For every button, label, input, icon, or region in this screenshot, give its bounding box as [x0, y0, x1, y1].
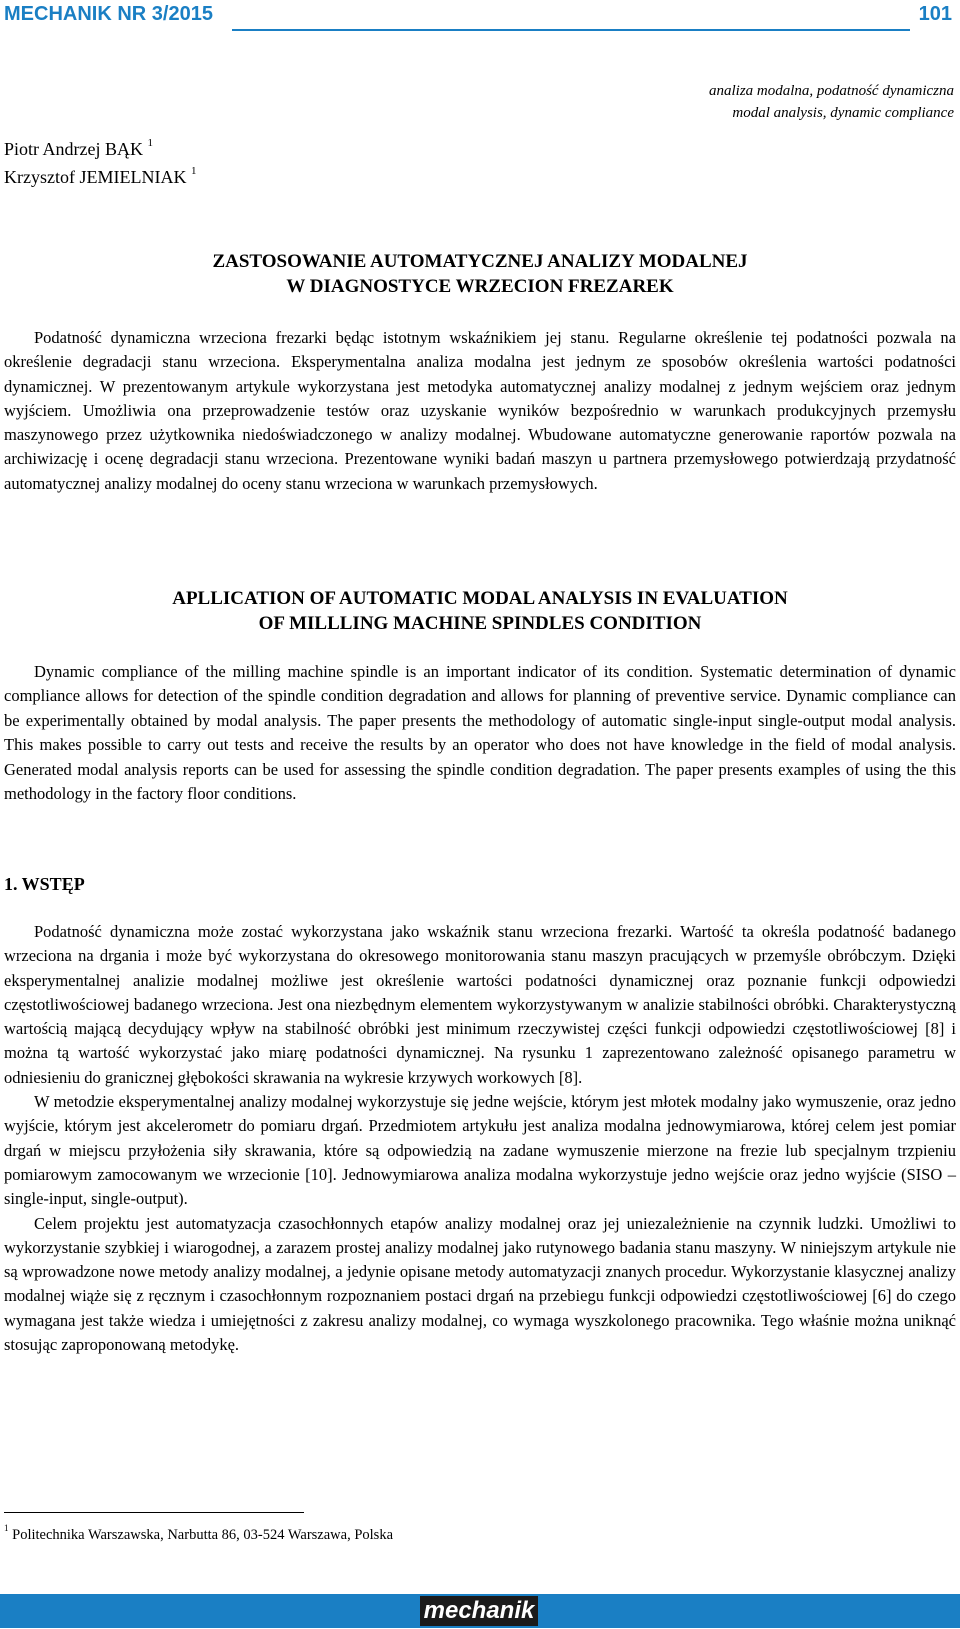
abstract-text: Dynamic compliance of the milling machine spindle is an important indicator of its condition. Systematic determination of dynamic compliance allows for detection of the spindle condition degradation and allows for planning of preventive service. Dynamic compliance can be experimentally obtained by modal analysis. The paper presents the methodology of automatic single-input single-output modal analysis. This makes possible to carry out tests and receive the results by an operator who does not have knowledge in the field of modal analysis. Generated modal analysis reports can be used for assessing the spindle condition degradation. The paper presents examples of using the this methodology in the factory floor conditions.: [4, 662, 956, 804]
keywords: [709, 80, 954, 124]
footnote-rule: [4, 1512, 304, 1513]
footnote-mark: 1: [4, 1523, 9, 1533]
title-line: APLLICATION OF AUTOMATIC MODAL ANALYSIS IN EVALUATION: [172, 588, 788, 609]
author: [4, 133, 196, 161]
footnote-text: Politechnika Warszawska, Narbutta 86, 03-524 Warszawa, Polska: [12, 1526, 394, 1543]
title-polish: [0, 249, 960, 299]
title-line: OF MILLLING MACHINE SPINDLES CONDITION: [258, 613, 702, 634]
author-list: [4, 133, 196, 189]
author-name: Piotr Andrzej BĄK: [4, 139, 143, 159]
abstract-polish: [4, 326, 956, 496]
title-line: ZASTOSOWANIE AUTOMATYCZNEJ ANALIZY MODALNEJ: [212, 251, 748, 272]
body-paragraph: W metodzie eksperymentalnej analizy modalnej wykorzystuje się jedne wejście, którym jest młotek modalny jako wymuszenie, oraz jedno wyjście, którym jest akcelerometr do pomiaru drgań. Przedmiotem artykułu jest analiza modalna jednowymiarowa, której celem jest pomiar drgań w miejscu przyłożenia siły skrawania, które są odpowiedzią na zadane wymuszenie mierzone na frezie lub specjalnym trzpieniu pomiarowym zamocowanym we wrzecionie [10]. Jednowymiarowa analiza modalna wykorzystuje jedno wejście oraz jedno wyjście (SISO – single-input, single-output).: [4, 1092, 956, 1209]
journal-issue: MECHANIK NR 3/2015: [4, 3, 213, 25]
keywords-pl: analiza modalna, podatność dynamiczna: [709, 83, 954, 99]
title-english: [0, 586, 960, 636]
page-header: [0, 0, 960, 36]
keywords-en: modal analysis, dynamic compliance: [732, 105, 954, 121]
body-paragraph: Celem projektu jest automatyzacja czasochłonnych etapów analizy modalnej oraz jej uniezależnienie na czynnik ludzki. Umożliwi to wykorzystanie szybkiej i wiarogodnej, a zarazem prostej analizy modalnej jako rutynowego badania stanu maszyny. W niniejszym artykule nie są wprowadzone nowe metody analizy modalnej, a jedynie opisane metody automatyzacji znanych procedur. Wykorzystanie klasycznej analizy modalnej wiąże się z ręcznym i czasochłonnym rozpoznaniem postaci drgań na przebiegu funkcji odpowiedzi częstotliwościowej [6] do czego wymagana jest także wiedza i umiejętności z zakresu analizy modalnej, co wymaga wyszkolonego pracownika. Tego właśnie można uniknąć stosując zaproponowaną metodykę.: [4, 1213, 956, 1355]
affiliation-mark: 1: [190, 165, 197, 177]
author: [4, 161, 196, 189]
abstract-english: [4, 660, 956, 806]
footnote: [4, 1525, 393, 1544]
affiliation-mark: 1: [147, 137, 153, 149]
section-body: [4, 920, 956, 1357]
abstract-text: Podatność dynamiczna wrzeciona frezarki będąc istotnym wskaźnikiem jej stanu. Regularne określenie tej podatności pozwala na określenie degradacji stanu wrzeciona. Eksperymentalna analiza modalna jest jednym ze sposobów określenia wartości podatności dynamicznej. W prezentowanym artykule wykorzystana jest metodyka automatycznej analizy modalnej z jednym wejściem oraz jednym wyjściem. Umożliwia ona przeprowadzenie testów oraz uzyskanie wyników bezpośrednio w warunkach produkcyjnych przemysłu maszynowego przez użytkownika niedoświadczonego w analizy modalnej. Wbudowane automatyczne generowanie raportów pozwala na archiwizację i ocenę degradacji stanu wrzeciona. Prezentowane wyniki badań maszyn u partnera przemysłowego potwierdzają przydatność automatycznej analizy modalnej do oceny stanu wrzeciona w warunkach przemysłowych.: [4, 328, 956, 493]
title-line: W DIAGNOSTYCE WRZECION FREZAREK: [286, 276, 674, 297]
section-heading: 1. WSTĘP: [4, 874, 85, 894]
author-name: Krzysztof JEMIELNIAK: [4, 167, 187, 187]
body-paragraph: Podatność dynamiczna może zostać wykorzystana jako wskaźnik stanu wrzeciona frezarki. Wartość ta określa podatność badanego wrzeciona na drgania i może być wykorzystana do okresowego monitorowania stanu maszyn pracujących w przemyśle obróbczym. Dzięki eksperymentalnej analizie modalnej możliwe jest określenie wartości podatności dynamicznej oraz poznanie funkcji odpowiedzi częstotliwościowej badanego wrzeciona. Jest ona niezbędnym elementem wykorzystywanym w analizie stabilności obróbki. Charakterystyczną wartością mającą decydujący wpływ na stabilność obróbki jest minimum rzeczywistej części funkcji odpowiedzi częstotliwościowej [8] i można tą wartość wykorzystać jako miarę podatności dynamicznej. Na rysunku 1 zaprezentowano zależność opisanego parametru w odniesieniu do granicznej głębokości skrawania na wykresie krzywych workowych [8].: [4, 922, 956, 1087]
page-number: 101: [918, 3, 952, 25]
header-rule: [232, 29, 910, 31]
mechanik-logo: mechanik: [420, 1596, 538, 1626]
